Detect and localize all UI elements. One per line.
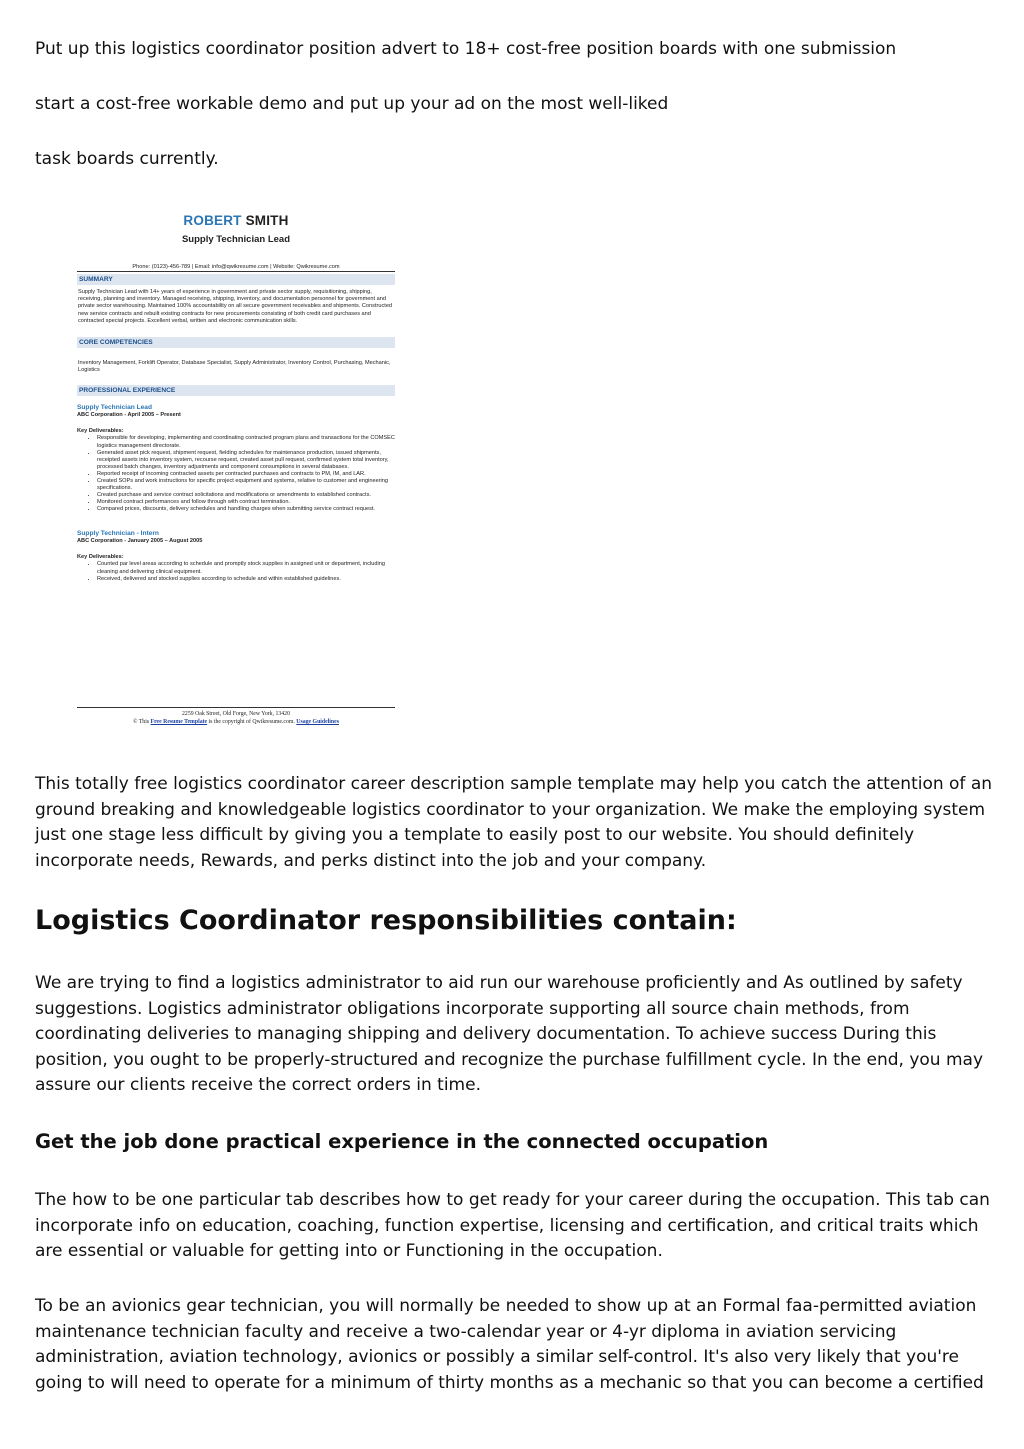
paragraph-how-to-become: The how to be one particular tab describes how to get ready for your career during the occupation. This tab can incorporate info on education, coaching, function expertise, licensing and certification, and critical traits which are essential or valuable for getting into or Functioning in the occupation. — [35, 1190, 990, 1261]
resume-footer-copyright — [77, 718, 395, 726]
resume-bullet: • Compared prices, discounts, delivery schedules and handling charges when submitting service contract request. — [97, 506, 395, 513]
resume-job-company: ABC Corporation - April 2005 – Present — [77, 412, 181, 419]
resume-competencies-heading: CORE COMPETENCIES — [77, 337, 395, 348]
resume-experience-heading: PROFESSIONAL EXPERIENCE — [77, 385, 395, 396]
resume-job-title: Supply Technician - Intern — [77, 530, 159, 538]
usage-guidelines-link[interactable]: Usage Guidelines — [296, 719, 339, 725]
resume-last-name: SMITH — [241, 213, 289, 228]
resume-contact: Phone: (0123)-456-789 | Email: info@qwikresume.com | Website: Qwikresume.com — [77, 264, 395, 272]
resume-footer-address: 2259 Oak Street, Old Forge, New York, 13420 — [182, 711, 290, 717]
resume-first-name: ROBERT — [183, 213, 242, 228]
resume-footer — [77, 707, 395, 726]
paragraph-template-description: This totally free logistics coordinator career description sample template may help you catch the attention of an ground breaking and knowledgeable logistics coordinator to your organization. We make the employing system just one stage less difficult by giving you a template to easily post to our website. You should definitely incorporate needs, Rewards, and perks distinct into the job and your company. — [35, 774, 993, 871]
resume-template-image — [77, 203, 395, 733]
paragraph-avionics: To be an avionics gear technician, you will normally be needed to show up at an Formal faa-permitted aviation maintenance technician faculty and receive a two-calendar year or 4-yr diploma in aviation servicing administration, aviation technology, avionics or possibly a similar self-control. It's also very likely that you're going to will need to operate for a minimum of thirty months as a mechanic so that you can become a certified — [35, 1296, 984, 1393]
resume-bullet: • Generated asset pick request, shipment request, fielding schedules for maintenance production, issued shipments, receipted assets into inventory system, recourse request, created asset pull request, confirmed system total inventory, processed batch changes, inventory adjustments and component consumptions in several databases. — [97, 450, 395, 471]
paragraph-responsibilities: We are trying to find a logistics administrator to aid run our warehouse proficiently and As outlined by safety suggestions. Logistics administrator obligations incorporate supporting all source chain methods, from coordinating deliveries to managing shipping and delivery documentation. To achieve success During this position, you ought to be properly-structured and recognize the purchase fulfillment cycle. In the end, you may assure our clients receive the correct orders in time. — [35, 973, 983, 1095]
resume-footer-mid: is the copyright of Qwikresume.com. — [207, 719, 297, 725]
resume-bullet: • Monitored contract performances and follow through with contract termination. — [97, 499, 395, 506]
resume-footer-pre: © This — [133, 719, 151, 725]
resume-key-deliverables-label: Key Deliverables: — [77, 428, 124, 435]
resume-bullet: • Created purchase and service contract solicitations and modifications or amendments to established contracts. — [97, 492, 395, 499]
intro-line-3: task boards currently. — [35, 149, 219, 169]
resume-bullet-list — [77, 435, 395, 513]
resume-bullet: • Responsible for developing, implementing and coordinating contracted program plans and transactions for the COMSEC logistics management directorate. — [97, 435, 395, 449]
intro-line-1: Put up this logistics coordinator position advert to 18+ cost-free position boards with one submission — [35, 39, 897, 59]
resume-name — [77, 213, 395, 228]
heading-work-experience: Get the job done practical experience in the connected occupation — [35, 1130, 769, 1153]
resume-competencies-text: Inventory Management, Forklift Operator, Database Specialist, Supply Administrator, Inventory Control, Purchasing, Mechanic, Logistics — [78, 360, 391, 374]
resume-bullet-list — [77, 561, 395, 582]
resume-bullet: • Received, delivered and stocked supplies according to schedule and within established guidelines. — [97, 576, 395, 583]
resume-bullet: • Counted par level areas according to schedule and promptly stock supplies in assigned unit or department, including cleaning and delivering clinical equipment. — [97, 561, 395, 575]
resume-bullet: • Created SOPs and work instructions for specific project equipment and systems, relative to customer and engineering specifications. — [97, 478, 395, 492]
resume-job-title: Supply Technician Lead — [77, 404, 152, 412]
resume-summary-heading: SUMMARY — [77, 274, 395, 285]
resume-bullet: • Reported receipt of incoming contracted assets per contracted purchases and contracts to PM, IM, and LAR. — [97, 471, 395, 478]
resume-job-company: ABC Corporation - January 2005 – August 2005 — [77, 538, 203, 545]
resume-key-deliverables-label: Key Deliverables: — [77, 554, 124, 561]
resume-summary-text: Supply Technician Lead with 14+ years of experience in government and private sector supply, requisitioning, shipping, receiving, planning and inventory. Managed receiving, shipping, inventory, and documentation personnel for government and private sector warehousing. Maintained 100% accountability on all secure government receivables and shipments. Constructed new service contracts and rebuilt existing contracts for new procurements consisting of both credit card purchases and contracted special projects. Excellent verbal, written and electronic communication skills. — [78, 289, 393, 324]
resume-title: Supply Technician Lead — [181, 234, 291, 245]
heading-responsibilities: Logistics Coordinator responsibilities contain: — [35, 905, 737, 936]
free-resume-template-link[interactable]: Free Resume Template — [150, 719, 208, 725]
intro-line-2: start a cost-free workable demo and put up your ad on the most well-liked — [35, 94, 669, 114]
